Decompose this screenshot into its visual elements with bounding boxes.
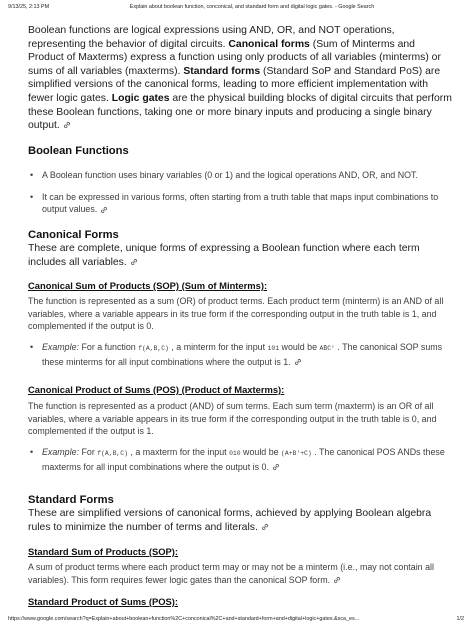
standard-sop-body-text: A sum of product terms where each product term may or may not be a minterm (i.e., may not contain all variables). This form requires fewer logic gates than the canonical SOP form. xyxy=(28,562,434,585)
bullet-icon: • xyxy=(30,342,34,352)
print-page-title: Explain about boolean function, conconical, and standard form and digital logic gates. - Google Search xyxy=(129,4,375,10)
example-label: Example: xyxy=(42,342,79,352)
code-input: 101 xyxy=(267,345,280,352)
link-icon[interactable] xyxy=(294,358,302,366)
canonical-pos-example-list xyxy=(28,446,458,473)
list-item-text: A Boolean function uses binary variables (0 or 1) and the logical operations AND, OR, and NOT. xyxy=(42,170,418,180)
intro-paragraph xyxy=(28,24,452,133)
example-text: For xyxy=(79,447,98,457)
code-function: f(A,B,C) xyxy=(97,450,128,457)
standard-pos-heading: Standard Product of Sums (POS): xyxy=(28,596,179,607)
example-label: Example: xyxy=(42,447,79,457)
intro-bold-canonical: Canonical forms xyxy=(228,38,310,50)
code-function: f(A,B,C) xyxy=(138,345,169,352)
print-page-number: 1/2 xyxy=(456,616,464,622)
example-text: For a function xyxy=(79,342,139,352)
list-item xyxy=(28,191,458,216)
canonical-sop-example-list xyxy=(28,341,458,368)
boolean-functions-heading: Boolean Functions xyxy=(28,145,129,157)
example-text: , a minterm for the input xyxy=(168,342,268,352)
print-url: https://www.google.com/search?q=Explain+about+boolean+function%2C+conconical%2C+and+standard+form+and+digital+logic+gates.&sca_es... xyxy=(8,616,360,622)
standard-forms-heading: Standard Forms xyxy=(28,494,114,506)
print-header xyxy=(0,0,474,14)
link-icon[interactable] xyxy=(100,206,108,214)
bullet-icon: • xyxy=(30,170,34,180)
link-icon[interactable] xyxy=(130,258,138,266)
bullet-icon: • xyxy=(30,191,34,202)
code-input: 010 xyxy=(229,450,241,457)
intro-text-3: (Standard SoP and Standard PoS) are simplified versions of the canonical forms, leading to more efficient implementation with fewer logic gates. xyxy=(28,65,441,104)
canonical-sop-heading: Canonical Sum of Products (SOP) (Sum of Minterms): xyxy=(28,280,268,291)
canonical-pos-body: The function is represented as a product (AND) of sum terms. Each sum term (maxterm) is an OR of all variables, where a variable appears in its true form if the corresponding output in the truth table is 0, and complemented if the output is 1. xyxy=(28,401,437,437)
standard-sop-body xyxy=(28,561,452,586)
list-item xyxy=(28,341,458,368)
code-maxterm: (A+B'+C) xyxy=(281,450,312,457)
standard-desc-text: These are simplified versions of canonical forms, achieved by applying Boolean algebra rules to minimize the number of terms and literals. xyxy=(28,508,432,533)
link-icon[interactable] xyxy=(333,576,341,584)
link-icon[interactable] xyxy=(261,523,269,531)
standard-forms-description xyxy=(28,507,452,534)
example-text: . The canonical SOP sums these minterms for all input combinations where the output is 1. xyxy=(42,342,443,367)
bullet-icon: • xyxy=(30,447,34,457)
print-datetime: 9/13/25, 2:13 PM xyxy=(8,4,50,10)
list-item-text: It can be expressed in various forms, often starting from a truth table that maps input combinations to output values. xyxy=(42,191,439,215)
example-text: . The canonical POS ANDs these maxterms for all input combinations where the output is 0. xyxy=(42,447,445,472)
intro-bold-standard: Standard forms xyxy=(183,65,261,77)
canonical-pos-heading: Canonical Product of Sums (POS) (Product of Maxterms): xyxy=(28,384,285,395)
code-minterm: AB̄C' xyxy=(319,345,335,352)
intro-text-1: Boolean functions are logical expressions using AND, OR, and NOT operations, representing the behavior of digital circuits. xyxy=(28,25,395,50)
intro-text-4: are the physical building blocks of digital circuits that perform these Boolean functions, taking one or more binary inputs and producing a single binary output. xyxy=(28,92,452,132)
canonical-forms-heading: Canonical Forms xyxy=(28,229,119,241)
canonical-desc-text: These are complete, unique forms of expressing a Boolean function where each term includes all variables. xyxy=(28,243,420,268)
link-icon[interactable] xyxy=(63,121,71,129)
canonical-forms-description xyxy=(28,242,452,269)
list-item xyxy=(28,169,458,182)
print-footer xyxy=(0,616,474,628)
standard-sop-heading: Standard Sum of Products (SOP): xyxy=(28,546,179,557)
link-icon[interactable] xyxy=(272,463,280,471)
intro-bold-gates: Logic gates xyxy=(111,92,170,104)
example-text: would be xyxy=(240,447,282,457)
intro-section xyxy=(28,24,452,133)
canonical-sop-body: The function is represented as a sum (OR) of product terms. Each product term (minterm) is an AND of all variables, where a variable appears in its true form if the corresponding output in the truth table is 1, and complemented if the output is 0. xyxy=(28,296,444,332)
list-item xyxy=(28,446,458,473)
boolean-functions-list xyxy=(28,169,458,216)
example-text: would be xyxy=(279,342,320,352)
example-text: , a maxterm for the input xyxy=(127,447,230,457)
intro-text-2: (Sum of Minterms and Product of Maxterms) express a function using only products of all variables (minterms) or sums of all variables (maxterms). xyxy=(28,38,441,77)
